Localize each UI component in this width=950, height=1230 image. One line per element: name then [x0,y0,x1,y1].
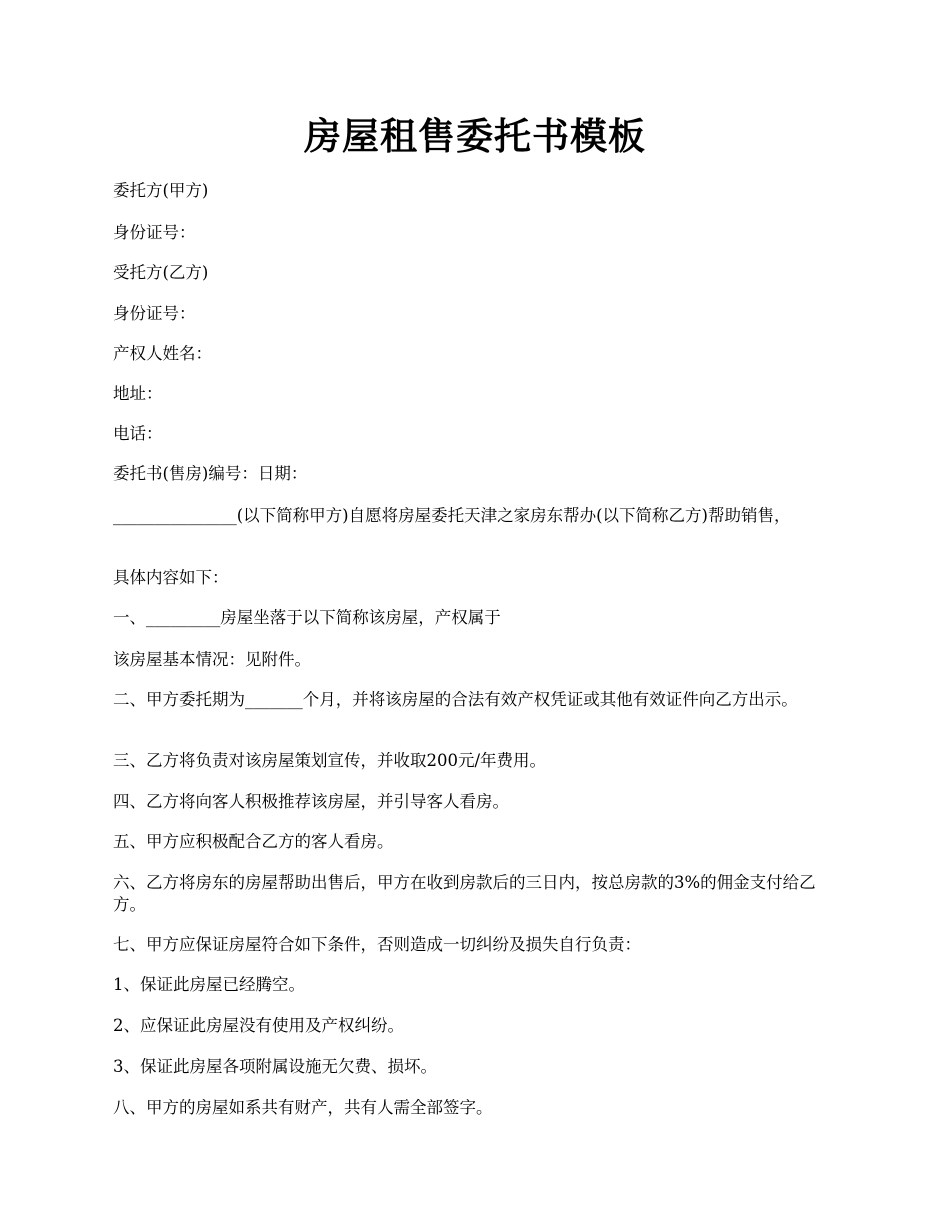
paragraph-condition-1: 1、保证此房屋已经腾空。 [113,975,305,994]
paragraph-house-info: 该房屋基本情况：见附件。 [113,650,311,669]
paragraph-clause-6: 六、乙方将房东的房屋帮助出售后，甲方在收到房款后的三日内，按总房款的3%的佣金支付给乙方。 [113,873,816,914]
document-title: 房屋租售委托书模板 [304,114,646,158]
paragraph-owner-name: 产权人姓名： [113,344,212,363]
paragraph-principal: 委托方(甲方) [113,181,209,200]
paragraph-clause-8: 八、甲方的房屋如系共有财产，共有人需全部签字。 [113,1098,493,1117]
paragraph-contract-number-date: 委托书(售房)编号：日期： [113,464,308,483]
paragraph-phone: 电话： [113,424,163,443]
paragraph-clause-1: 一、_________房屋坐落于以下简称该房屋，产权属于 [113,608,501,627]
paragraph-principal-id: 身份证号： [113,223,196,242]
paragraph-intro: _______________(以下简称甲方)自愿将房屋委托天津之家房东帮办(以下简称乙方)帮助销售， [113,506,791,525]
paragraph-condition-3: 3、保证此房屋各项附属设施无欠费、损坏。 [113,1057,437,1076]
paragraph-clause-5: 五、甲方应积极配合乙方的客人看房。 [113,832,394,851]
paragraph-condition-2: 2、应保证此房屋没有使用及产权纠纷。 [113,1016,404,1035]
paragraph-agent-id: 身份证号： [113,304,196,323]
paragraph-clause-3: 三、乙方将负责对该房屋策划宣传，并收取200元/年费用。 [113,751,547,770]
paragraph-agent: 受托方(乙方) [113,263,209,282]
paragraph-clause-7: 七、甲方应保证房屋符合如下条件，否则造成一切纠纷及损失自行负责： [113,935,641,954]
paragraph-clause-2: 二、甲方委托期为_______个月，并将该房屋的合法有效产权凭证或其他有效证件向乙方出示。 [113,690,798,709]
paragraph-clause-4: 四、乙方将向客人积极推荐该房屋，并引导客人看房。 [113,792,509,811]
paragraph-details-heading: 具体内容如下： [113,568,229,587]
paragraph-address: 地址： [113,384,163,403]
